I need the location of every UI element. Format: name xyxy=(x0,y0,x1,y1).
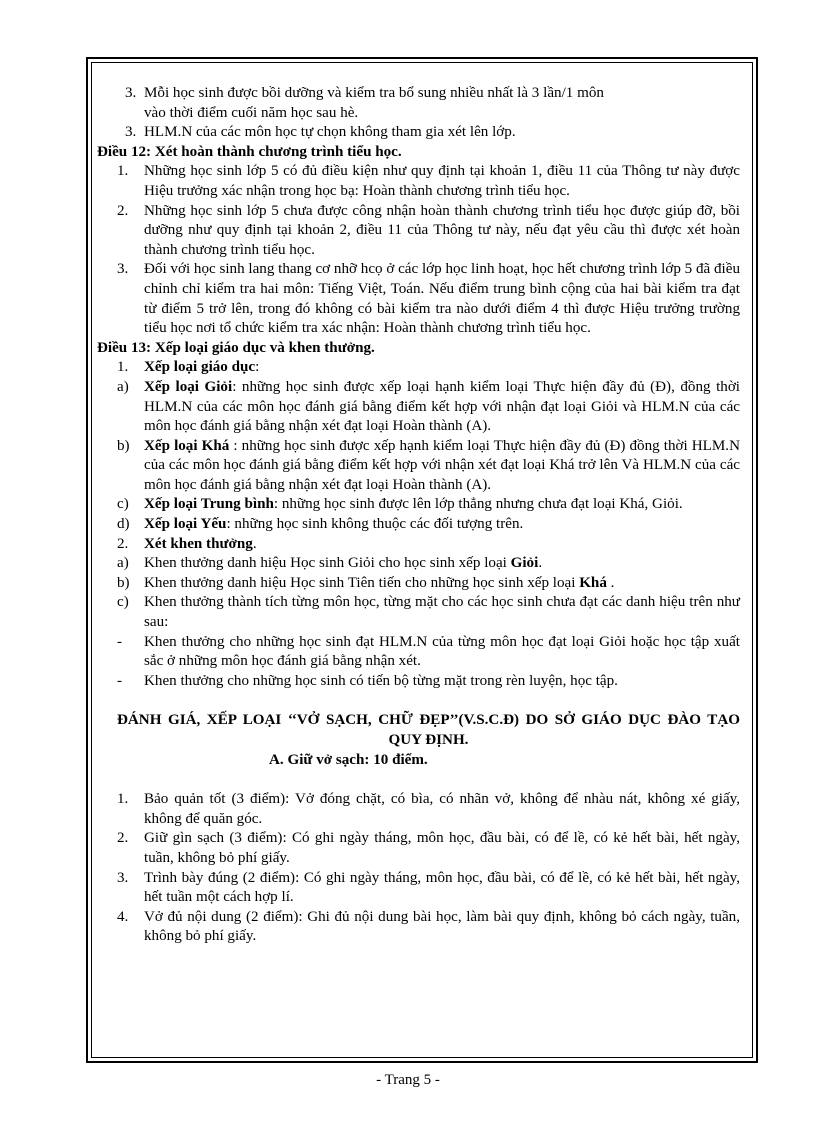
item-marker: - xyxy=(117,633,123,650)
item-marker: a) xyxy=(117,378,129,395)
list-item xyxy=(97,790,740,829)
item-text: Những học sinh lớp 5 chưa được công nhận hoàn thành chương trình tiểu học được giúp đỡ, bồi dưỡng như quy định tại khoản 2, điều 11 của Thông tư này, nếu đạt yêu cầu thì được xét hoàn thành chương trình tiểu học. xyxy=(144,202,740,258)
item-text: : những học sinh được lên lớp thẳng nhưng chưa đạt loại Khá, Giỏi. xyxy=(273,496,683,513)
item-marker: 1. xyxy=(117,359,129,376)
document-body xyxy=(97,84,740,947)
grade-label: Xếp loại Trung bình xyxy=(144,496,274,513)
section-heading: 2. Xét khen thưởng. xyxy=(97,535,740,555)
item-text: Vở đủ nội dung (2 điểm): Ghi đủ nội dung bài học, làm bài quy định, không bỏ cách ngày, tuần, không bỏ phí giấy. xyxy=(144,908,740,945)
item-text: : những học sinh được xếp hạnh kiểm loại Thực hiện đầy đủ (Đ) đồng thời HLM.N của các môn học đánh giá bằng điểm kết hợp với nhận xét đạt loại Khá trở lên Và HLM.N của các môn học đánh giá bằng nhận xét đạt loại Hoàn thành (A). xyxy=(144,437,740,493)
list-item xyxy=(97,123,740,143)
grade-label: Xếp loại Khá xyxy=(144,437,230,454)
item-marker: 1. xyxy=(117,163,129,180)
list-item xyxy=(97,202,740,261)
item-marker: 2. xyxy=(117,830,129,847)
item-text: Trình bày đúng (2 điểm): Có ghi ngày tháng, môn học, đầu bài, có để lề, có kẻ hết bài, hết ngày, hết tuần một cách hợp lí. xyxy=(144,869,740,906)
section-label: Xét khen thưởng xyxy=(144,535,253,552)
item-marker: 3. xyxy=(117,869,129,886)
item-marker: 1. xyxy=(117,791,129,808)
list-item xyxy=(97,672,740,692)
item-marker: 3. xyxy=(125,124,137,141)
list-item xyxy=(97,515,740,535)
list-item xyxy=(97,495,740,515)
grade-label: Xếp loại Giỏi xyxy=(144,378,233,395)
section-heading: 1. Xếp loại giáo dục: xyxy=(97,358,740,378)
list-item: b) Khen thưởng danh hiệu Học sinh Tiên tiến cho những học sinh xếp loại Khá . xyxy=(97,574,740,594)
item-text: Khen thưởng cho những học sinh có tiến bộ từng mặt trong rèn luyện, học tập. xyxy=(144,672,618,689)
item-marker: d) xyxy=(117,516,130,533)
list-item: c) Khen thưởng thành tích từng môn học, từng mặt cho các học sinh chưa đạt các danh hiệu trên như sau: xyxy=(97,593,740,632)
page-number: - Trang 5 - xyxy=(376,1072,440,1088)
item-text: : những học sinh không thuộc các đối tượng trên. xyxy=(226,516,524,533)
item-text: HLM.N của các môn học tự chọn không tham gia xét lên lớp. xyxy=(144,124,516,141)
item-marker: - xyxy=(117,672,123,689)
item-text: Bảo quản tốt (3 điểm): Vở đóng chặt, có bìa, có nhãn vở, không để nhàu nát, không xé giấy, không để quăn góc. xyxy=(144,791,740,827)
item-marker: c) xyxy=(117,594,129,611)
item-marker: 2. xyxy=(117,535,129,552)
item-marker: 2. xyxy=(117,202,129,219)
section-label: Xếp loại giáo dục xyxy=(144,359,256,376)
item-marker: c) xyxy=(117,496,129,513)
list-item: a) Khen thưởng danh hiệu Học sinh Giỏi cho học sinh xếp loại Giỏi. xyxy=(97,554,740,574)
list-item xyxy=(97,908,740,947)
item-text: Giữ gìn sạch (3 điểm): Có ghi ngày tháng, môn học, đầu bài, có để lề, có kẻ hết bài, hết ngày, tuần, không bỏ phí giấy. xyxy=(144,830,740,866)
item-marker: 4. xyxy=(117,908,129,925)
item-marker: 3. xyxy=(125,85,137,101)
item-text: Mỗi học sinh được bồi dưỡng và kiểm tra bổ sung nhiều nhất là 3 lần/1 môn vào thời điểm cuối năm học sau hè. xyxy=(144,85,604,121)
item-text: Khen thưởng cho những học sinh đạt HLM.N của từng môn học đạt loại Giỏi hoặc học tập xuất sắc ở những môn học đánh giá bằng nhận xét. xyxy=(144,633,740,670)
list-item xyxy=(97,633,740,672)
item-marker: 3. xyxy=(117,261,129,278)
item-marker: b) xyxy=(117,437,130,454)
spacer xyxy=(97,770,740,790)
item-marker: a) xyxy=(117,555,129,572)
article-13-heading: Điều 13: Xếp loại giáo dục và khen thưởng. xyxy=(97,339,375,356)
list-item xyxy=(97,260,740,338)
item-text: : những học sinh được xếp loại hạnh kiểm loại Thực hiện đầy đủ (Đ), đồng thời HLM.N của các môn học đánh giá bằng điểm kết hợp với nhận đạt loại Giỏi và HLM.N của các môn học đánh giá bằng nhận xét đạt loại Hoàn thành (A). xyxy=(144,378,740,435)
item-text: Đối với học sinh lang thang cơ nhỡ hcọ ở các lớp học linh hoạt, học hết chương trình lớp 5 đã điều chỉnh chỉ kiểm tra hai môn: Tiếng Việt, Toán. Nếu điểm trung bình cộng của hai bài kiểm tra đạt từ điểm 5 trở lên, trong đó không có bài kiểm tra nào dưới điểm 4 thì được Hiệu trưởng trường tiểu học nơi tổ chức kiểm tra xác nhận: Hoàn thành chương trình tiểu học. xyxy=(144,261,740,337)
subsection-title: A. Giữ vở sạch: 10 điểm. xyxy=(269,751,428,768)
section-title: ĐÁNH GIÁ, XẾP LOẠI ‘‘VỞ SẠCH, CHỮ ĐẸP’’(V.S.C.Đ) DO SỞ GIÁO DỤC ĐÀO TẠO QUY ĐỊNH. xyxy=(117,712,740,748)
list-item xyxy=(97,869,740,908)
list-item xyxy=(97,829,740,868)
list-item xyxy=(97,162,740,201)
article-12-heading: Điều 12: Xét hoàn thành chương trình tiểu học. xyxy=(97,143,402,160)
grade-label: Xếp loại Yếu xyxy=(144,516,227,533)
list-item xyxy=(97,378,740,437)
item-text: Những học sinh lớp 5 có đủ điều kiện như quy định tại khoản 1, điều 11 của Thông tư này được Hiệu trưởng xác nhận trong học bạ: Hoàn thành chương trình tiểu học. xyxy=(144,163,740,199)
list-item xyxy=(97,437,740,496)
item-marker: b) xyxy=(117,574,130,591)
list-item xyxy=(97,84,740,123)
